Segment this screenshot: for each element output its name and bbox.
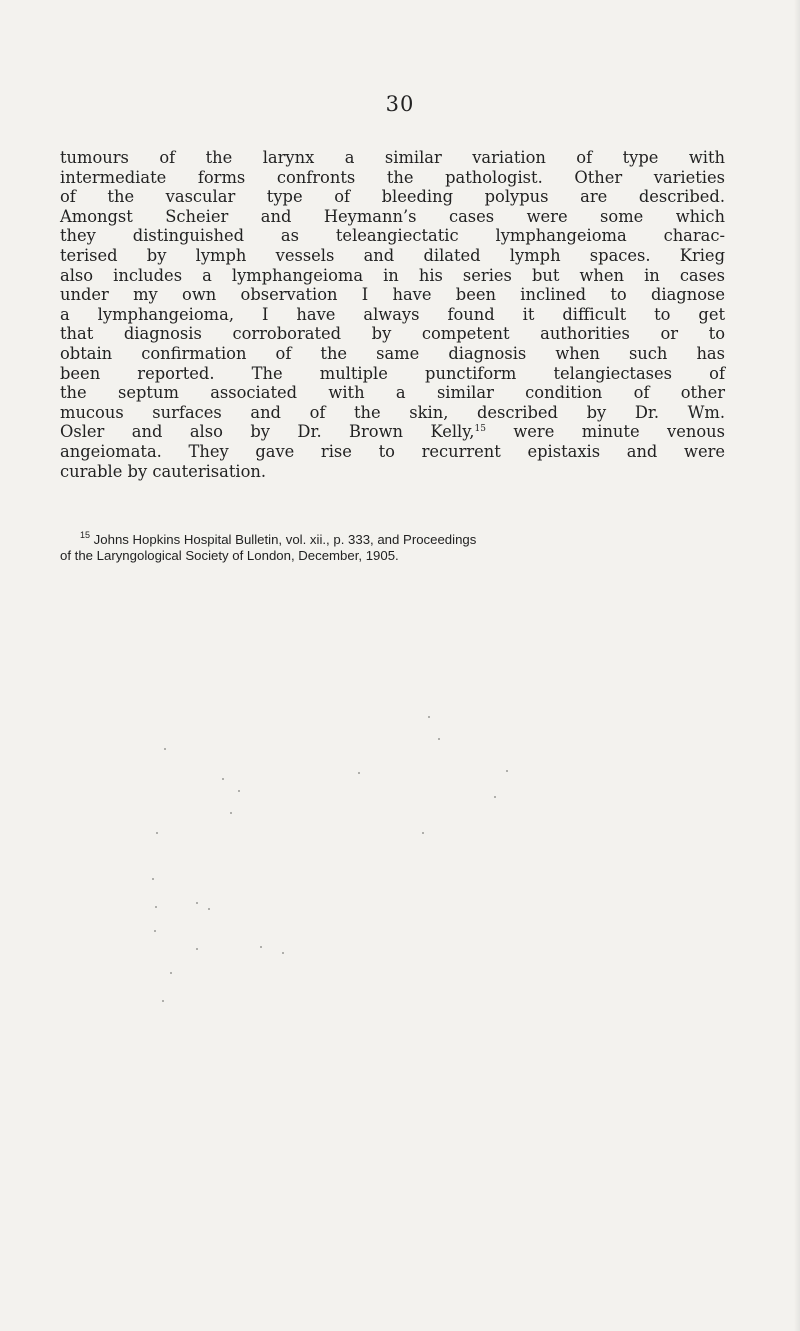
text-line: mucous surfaces and of the skin, described by Dr. Wm.: [60, 402, 725, 422]
text-line: the septum associated with a similar condition of other: [60, 383, 725, 403]
text-line: Amongst Scheier and Heymann’s cases were some which: [60, 206, 725, 226]
speck: [155, 906, 157, 908]
text-line: of the vascular type of bleeding polypus are described.: [60, 187, 725, 207]
speck: [438, 738, 440, 740]
speck: [422, 832, 424, 834]
text-line-with-footnote-ref: [60, 422, 725, 442]
speck: [196, 902, 198, 904]
body-paragraph: [60, 148, 725, 481]
footnote-text: Johns Hopkins Hospital Bulletin, vol. xii., p. 333, and Proceedings: [90, 532, 477, 547]
text-segment: were minute venous: [485, 422, 725, 442]
text-line: obtain confirmation of the same diagnosis when such has: [60, 343, 725, 363]
speck: [208, 908, 210, 910]
text-line: tumours of the larynx a similar variation of type with: [60, 148, 725, 167]
text-line: under my own observation I have been inclined to diagnose: [60, 285, 725, 305]
text-line: terised by lymph vessels and dilated lymph spaces. Krieg: [60, 245, 725, 265]
speck: [260, 946, 262, 948]
footnote-marker: 15: [80, 530, 91, 540]
text-line: angeiomata. They gave rise to recurrent epistaxis and were: [60, 441, 725, 461]
speck: [230, 812, 232, 814]
speck: [162, 1000, 164, 1002]
text-line: intermediate forms confronts the pathologist. Other varieties: [60, 167, 725, 187]
text-line: that diagnosis corroborated by competent authorities or to: [60, 324, 725, 344]
speck: [506, 770, 508, 772]
speck: [358, 772, 360, 774]
speck: [156, 832, 158, 834]
speck: [152, 878, 154, 880]
speck: [164, 748, 166, 750]
page-number: 30: [385, 92, 415, 116]
footnote: [60, 532, 725, 564]
text-line: also includes a lymphangeioma in his series but when in cases: [60, 265, 725, 285]
text-segment: Osler and also by Dr. Brown Kelly,: [60, 422, 475, 442]
page-edge-shadow: [794, 0, 800, 1331]
text-line: a lymphangeioma, I have always found it difficult to get: [60, 304, 725, 324]
speck: [428, 716, 430, 718]
footnote-line: [60, 532, 725, 548]
speck: [282, 952, 284, 954]
speck: [196, 948, 198, 950]
speck: [170, 972, 172, 974]
speck: [222, 778, 224, 780]
speck: [238, 790, 240, 792]
footnote-line: of the Laryngological Society of London, December, 1905.: [60, 548, 399, 563]
footnote-reference: 15: [474, 424, 486, 435]
speck: [154, 930, 156, 932]
text-line: been reported. The multiple punctiform telangiectases of: [60, 363, 725, 383]
speck: [494, 796, 496, 798]
text-line: they distinguished as teleangiectatic lymphangeioma charac-: [60, 226, 725, 246]
text-line: curable by cauterisation.: [60, 461, 267, 481]
